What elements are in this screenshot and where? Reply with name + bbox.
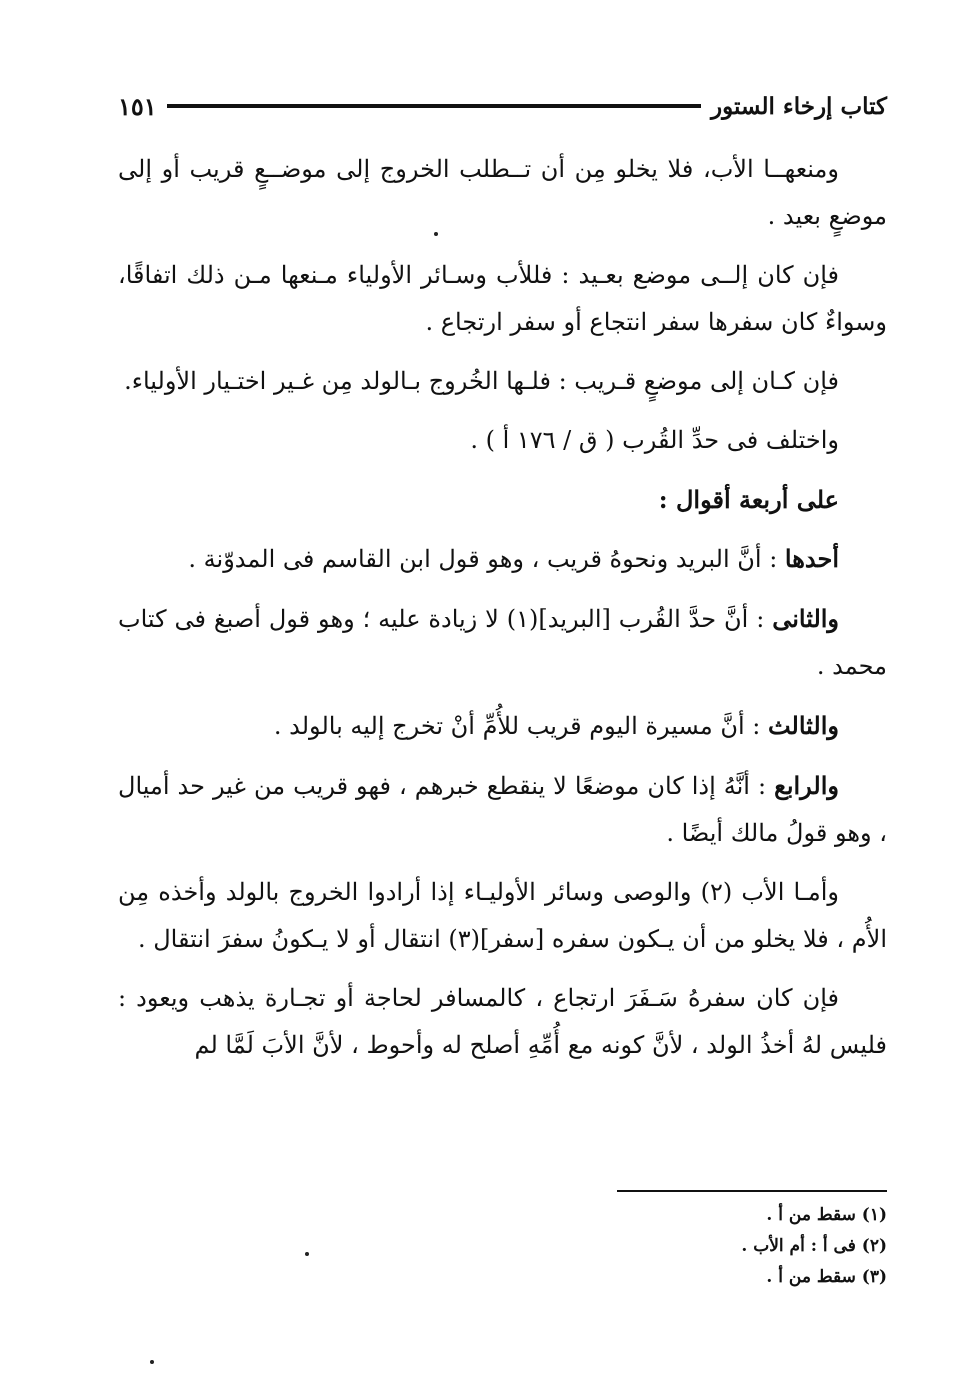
- paragraph: [118, 869, 887, 963]
- paragraph-text: : أنَّ مسيرة اليوم قريب للأُمِّ أنْ تخرج إليه بالولد .: [273, 712, 768, 740]
- paragraph: [118, 358, 887, 405]
- paragraph: [118, 762, 887, 857]
- paragraph-text: فإن كـان إلى موضعٍ قـريب : فلـها الخُروج بـالولد مِن غـير اختـيار الأولياء.: [124, 367, 839, 395]
- section-heading: [118, 476, 887, 523]
- paragraph: [118, 535, 887, 583]
- paragraph-lead: والثالث: [767, 711, 839, 740]
- paragraph: [118, 252, 887, 346]
- footnote: (٣) سقط من أ .: [766, 1267, 887, 1287]
- paragraph-text: وأمـا الأب (٢) والوصى وسائر الأوليـاء إذا أرادوا الخروج بالولد وأخذه مِن الأُم ، فلا يخلو من أن يـكون سفره [سفر](٣) انتقال أو لا يـكونُ سفرَ انتقال .: [118, 878, 887, 953]
- scan-speck: [150, 1360, 154, 1364]
- heading-text: على أربعة أقوال :: [658, 485, 839, 514]
- paragraph-text: واختلف فى حدِّ القُرب ( ق / ١٧٦ أ ) .: [470, 426, 839, 454]
- page-number: ١٥١: [118, 91, 157, 121]
- paragraph-text: فإن كان إلــى موضع بعـيد : فللأب وسـائر الأولياء مـنعها مـن ذلك اتفاقًا، وسواءٌ كان سفرها سفر انتجاع أو سفر ارتجاع .: [118, 261, 887, 336]
- paragraph-lead: والرابع: [774, 771, 839, 800]
- paragraph-text: : أنَّهُ إذا كان موضعًا لا ينقطع خبرهم ، فهو قريب من غير حد أميال ، وهو قولُ مالك أيضًا .: [118, 772, 887, 847]
- header-rule: [167, 104, 701, 108]
- footnotes: [487, 1200, 887, 1293]
- footnote: (١) سقط من أ .: [766, 1205, 887, 1225]
- scan-speck: [305, 1252, 309, 1256]
- paragraph-text: : أنَّ البريد ونحوهُ قريب ، وهو قول ابن القاسم فى المدوّنة .: [188, 545, 785, 573]
- paragraph: [118, 146, 887, 240]
- paragraph: [118, 975, 887, 1069]
- paragraph: [118, 417, 887, 464]
- paragraph-text: : أنَّ حدَّ القُرب [البريد](١) لا زيادة عليه ؛ وهو قول أصبغ فى كتاب محمد .: [118, 605, 887, 680]
- running-header: [118, 88, 887, 124]
- paragraph-text: ومنعهــا الأب، فلا يخلو مِن أن تــطلب الخروج إلى موضــعٍ قريب أو إلى موضعٍ بعيد .: [118, 155, 887, 230]
- paragraph-lead: والثانى: [772, 604, 840, 633]
- paragraph-text: فإن كان سفرهُ سَـفَرَ ارتجاع ، كالمسافر لحاجة أو تجـارة يذهب ويعود : فليس لهُ أخذُ الولد ، لأنَّ كونه مع أُمِّهِ أصلح له وأحوط ، لأنَّ الأبَ لَمَّا لم: [118, 984, 887, 1059]
- footnote-rule: [617, 1190, 887, 1192]
- book-title: كتاب إرخاء الستور: [711, 92, 887, 120]
- footnote: (٢) فى أ : أم الأب .: [741, 1236, 887, 1256]
- paragraph: [118, 595, 887, 690]
- scan-speck: [434, 232, 438, 236]
- paragraph: [118, 702, 887, 750]
- paragraph-lead: أحدها: [784, 544, 839, 573]
- main-text: [118, 146, 887, 1081]
